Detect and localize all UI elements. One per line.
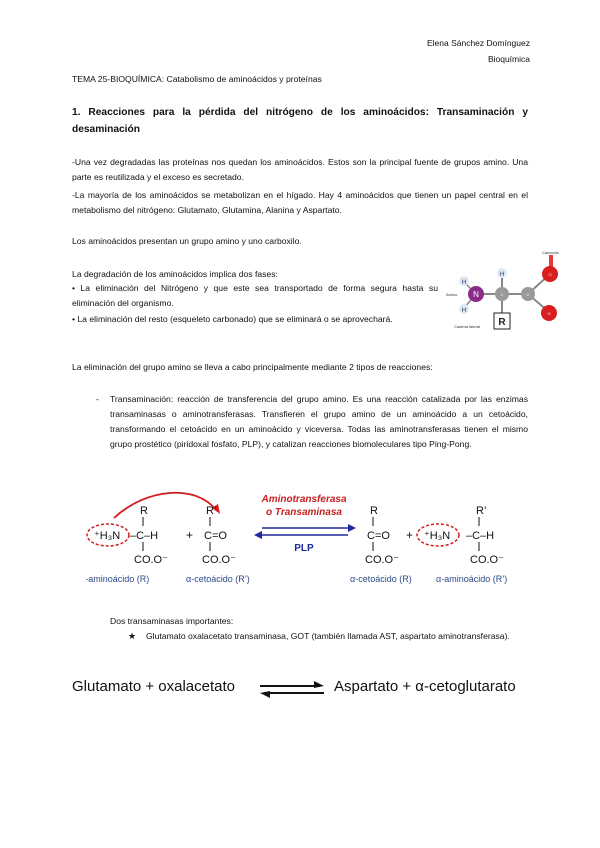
mol4-rprime: R’: [476, 505, 487, 517]
mol1-h3n: ⁺H₃N: [94, 530, 121, 542]
reverse-arrow-head: [254, 531, 262, 539]
enzyme-label-1: Aminotransferasa: [261, 494, 347, 505]
label-keto-r: α-cetoácido (R): [350, 574, 412, 584]
mol3-r: R: [370, 505, 378, 517]
two-transaminases-heading: Dos transaminasas importantes:: [110, 616, 234, 626]
transamination-reaction-figure: [86, 488, 526, 588]
mol4-ch: –C–H: [466, 530, 495, 542]
paragraph-3: Los aminoácidos presentan un grupo amino y uno carboxilo.: [72, 236, 302, 246]
header-author: Elena Sánchez Domínguez: [426, 38, 530, 48]
plus-1: +: [186, 528, 194, 542]
amino-label: Amino: [446, 292, 458, 297]
section-title: 1. Reacciones para la pérdida del nitrógeno de los aminoácidos: Transaminación y desaminación: [72, 107, 528, 135]
amino-acid-structure-svg: [446, 244, 568, 332]
amino-removal-text: La eliminación del grupo amino se lleva a cabo principalmente mediante 2 tipos de reacciones:: [72, 362, 433, 372]
plus-2: +: [406, 528, 414, 542]
label-amino-rp: α-aminoácido (R’): [436, 574, 508, 584]
paragraph-1: -Una vez degradadas las proteínas nos quedan los aminoácidos. Estos son la principal fuente de grupos amino. Una parte es reutilizada y el exceso es secretado.: [72, 157, 528, 182]
mol1-coo: CO.O⁻: [134, 554, 168, 566]
label-amino-r: α-aminoácido (R): [86, 574, 150, 584]
chain-label: Cadena lateral: [454, 324, 481, 329]
hydrogen-symbol-2: H: [461, 308, 467, 314]
mol3-co: C=O: [367, 530, 390, 542]
forward-arrow-head: [348, 524, 356, 532]
phases-intro: La degradación de los aminoácidos implica dos fases:: [72, 269, 278, 279]
hydrogen-symbol-1: H: [461, 280, 467, 286]
mol3-coo: CO.O⁻: [365, 554, 399, 566]
amino-acid-structure-figure: [446, 244, 568, 332]
star-bullet-icon: ★: [128, 631, 137, 641]
glutamate-equation: [72, 678, 532, 702]
mol4-coo: CO.O⁻: [470, 554, 504, 566]
enzyme-label-2: o Transaminasa: [266, 507, 342, 518]
equilibrium-arrows-icon: [258, 680, 326, 700]
mol1-ch: –C–H: [130, 530, 159, 542]
carboxyl-carbon-symbol: C: [526, 292, 530, 297]
got-item: Glutamato oxalacetato transaminasa, GOT (también llamada AST, aspartato aminotransferasa).: [146, 631, 510, 641]
transamination-dash: -: [96, 394, 99, 404]
oxygen-symbol-1: O: [548, 272, 552, 277]
alpha-carbon-symbol: C: [500, 292, 504, 297]
transamination-text: Transaminación: reacción de transferencia del grupo amino. Es una reacción catalizada por las enzimas transaminasas o aminotransferasas. Transfieren el grupo amino de un aminoácido a un cetoácido, transformando el cetoácido en un aminoácido y viceversa. Todas las aminotransferasas tienen el mismo grupo prostético (piridoxal fosfato, PLP), y catalizan reacciones biomoleculares tipo Ping-Pong.: [110, 394, 528, 449]
paragraph-2: -La mayoría de los aminoácidos se metabolizan en el hígado. Hay 4 aminoácidos que tienen un papel central en el metabolismo del nitrógeno: Glutamato, Glutamina, Alanina y Aspartato.: [72, 190, 528, 215]
mol2-rprime: R’: [206, 505, 217, 517]
doc-title: TEMA 25-BIOQUÍMICA: Catabolismo de aminoácidos y proteínas: [72, 74, 322, 84]
oxygen-symbol-2: O: [547, 311, 551, 316]
transfer-arrow: [114, 493, 216, 518]
hydrogen-symbol-3: H: [499, 272, 505, 278]
eq-reverse-head: [260, 691, 270, 698]
transamination-reaction-svg: [86, 488, 526, 588]
phase-1: • La eliminación del Nitrógeno y que este sea transportado de forma segura hasta su eliminación del organismo.: [72, 283, 438, 308]
mol4-h3n: ⁺H₃N: [424, 530, 451, 542]
mol2-coo: CO.O⁻: [202, 554, 236, 566]
nitrogen-symbol: N: [473, 290, 479, 299]
carboxyl-label: Carboxilo: [542, 250, 559, 255]
mol2-co: C=O: [204, 530, 227, 542]
r-group-symbol: R: [498, 317, 506, 328]
cofactor-label: PLP: [294, 543, 314, 554]
mol1-r: R: [140, 505, 148, 517]
label-keto-rp: α-cetoácido (R’): [186, 574, 250, 584]
equation-left: Glutamato + oxalacetato: [72, 678, 236, 695]
phase-2: • La eliminación del resto (esqueleto carbonado) que se eliminará o se aprovechará.: [72, 314, 393, 324]
eq-forward-head: [314, 681, 324, 688]
header-subject: Bioquímica: [487, 54, 530, 64]
equation-right: Aspartato + α-cetoglutarato: [334, 678, 516, 695]
